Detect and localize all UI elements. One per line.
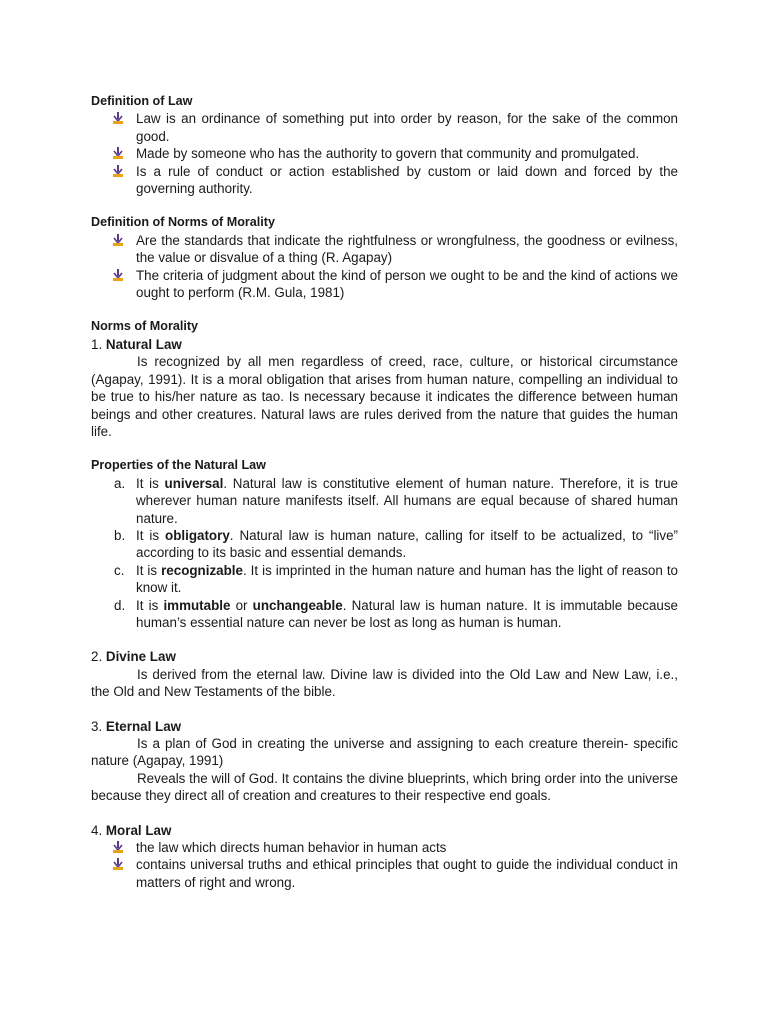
item-text: It is bbox=[136, 527, 166, 543]
list-letter: d. bbox=[114, 597, 126, 613]
list-letter: c. bbox=[114, 562, 125, 578]
item-text: or bbox=[230, 597, 253, 613]
item-text: . Natural law is human nature. It is immutable because human’s essential nature can never be lost as long as human is human. bbox=[136, 597, 678, 630]
list-letter: a. bbox=[114, 475, 126, 491]
item-bold: recognizable bbox=[161, 562, 243, 578]
list-letter: b. bbox=[114, 527, 126, 543]
arrow-down-bullet-icon bbox=[113, 858, 125, 870]
arrow-down-bullet-icon bbox=[113, 269, 125, 281]
arrow-down-bullet-icon bbox=[113, 165, 125, 177]
heading-definition-of-law: Definition of Law bbox=[91, 94, 193, 108]
list-item bbox=[91, 856, 678, 891]
subheading-natural-law bbox=[91, 336, 678, 353]
section-eternal-law bbox=[91, 718, 678, 805]
eternal-law-paragraph-2: Reveals the will of God. It contains the divine blueprints, which bring order into the universe because they direct all of creation and creatures to their respective end goals. bbox=[91, 770, 678, 804]
subheading-moral-law bbox=[91, 822, 678, 839]
section-number: 4. bbox=[91, 822, 103, 838]
item-bold: universal bbox=[164, 475, 224, 491]
item-bold: obligatory bbox=[165, 527, 230, 543]
list-item bbox=[91, 597, 678, 632]
heading-definition-of-norms: Definition of Norms of Morality bbox=[91, 215, 276, 230]
section-title: Eternal Law bbox=[105, 718, 182, 734]
list-item bbox=[91, 267, 678, 302]
eternal-law-paragraph-1: Is a plan of God in creating the universe and assigning to each creature therein- specific nature (Agapay, 1991) bbox=[91, 736, 678, 769]
section-title: Moral Law bbox=[105, 822, 172, 838]
list-item-text: Made by someone who has the authority to govern that community and promulgated. bbox=[136, 146, 640, 162]
item-text: It is bbox=[136, 597, 164, 613]
list-item-text: Is a rule of conduct or action established by custom or laid down and forced by the governing authority. bbox=[136, 163, 678, 197]
section-properties bbox=[91, 457, 678, 631]
subheading-eternal-law bbox=[91, 718, 678, 735]
arrow-down-bullet-icon bbox=[113, 112, 125, 124]
section-title: Divine Law bbox=[105, 649, 176, 665]
section-definition-of-law bbox=[91, 93, 678, 197]
list-moral-law bbox=[91, 839, 678, 891]
section-number: 2. bbox=[91, 649, 103, 665]
section-divine-law bbox=[91, 648, 678, 700]
section-number: 3. bbox=[91, 718, 103, 734]
item-bold: immutable bbox=[163, 597, 231, 613]
section-moral-law bbox=[91, 822, 678, 892]
section-definition-of-norms bbox=[91, 214, 678, 301]
item-text: . Natural law is human nature, calling for itself to be actualized, to “live” according to its basic and essential demands. bbox=[136, 527, 678, 561]
list-definition-of-law bbox=[91, 110, 678, 197]
item-text: It is bbox=[136, 475, 165, 491]
arrow-down-bullet-icon bbox=[113, 234, 125, 246]
list-item-text: Law is an ordinance of something put into order by reason, for the sake of the common good. bbox=[136, 111, 678, 144]
section-norms-of-morality bbox=[91, 318, 678, 440]
item-bold: unchangeable bbox=[252, 597, 343, 613]
list-item bbox=[91, 839, 678, 856]
list-item bbox=[91, 527, 678, 562]
divine-law-paragraph: Is derived from the eternal law. Divine law is divided into the Old Law and New Law, i.e., the Old and New Testaments of the bible. bbox=[91, 666, 678, 700]
list-item-text: The criteria of judgment about the kind of person we ought to be and the kind of actions we ought to perform (R.M. Gula, 1981) bbox=[136, 267, 678, 301]
list-item-text: the law which directs human behavior in human acts bbox=[136, 840, 447, 856]
list-properties bbox=[91, 475, 678, 632]
list-item bbox=[91, 475, 678, 527]
arrow-down-bullet-icon bbox=[113, 841, 125, 853]
section-number: 1. bbox=[91, 336, 103, 352]
list-item-text: Are the standards that indicate the rightfulness or wrongfulness, the goodness or evilness, the value or disvalue of a thing (R. Agapay) bbox=[136, 232, 678, 266]
heading-norms-of-morality: Norms of Morality bbox=[91, 319, 199, 334]
item-text: It is bbox=[136, 562, 162, 578]
list-item bbox=[91, 110, 678, 145]
section-title: Natural Law bbox=[105, 336, 182, 352]
list-item bbox=[91, 232, 678, 267]
arrow-down-bullet-icon bbox=[113, 147, 125, 159]
heading-properties: Properties of the Natural Law bbox=[91, 458, 266, 473]
list-item bbox=[91, 163, 678, 198]
item-text: . It is imprinted in the human nature and human has the light of reason to know it. bbox=[136, 562, 678, 596]
list-item-text: contains universal truths and ethical principles that ought to guide the individual conduct in matters of right and wrong. bbox=[136, 857, 678, 890]
list-item bbox=[91, 145, 678, 162]
subheading-divine-law bbox=[91, 648, 678, 665]
item-text: . Natural law is constitutive element of human nature. Therefore, it is true wherever human nature manifests itself. All humans are equal because of shared human nature. bbox=[136, 475, 678, 526]
list-item bbox=[91, 562, 678, 597]
list-definition-of-norms bbox=[91, 232, 678, 302]
natural-law-paragraph: Is recognized by all men regardless of creed, race, culture, or historical circumstance (Agapay, 1991). It is a moral obligation that arises from human nature, compelling an individual to be true to his/her nature as tao. Is necessary because it indicates the difference between human beings and other creatures. Natural laws are rules derived from the nature that guides the human life. bbox=[91, 354, 678, 439]
